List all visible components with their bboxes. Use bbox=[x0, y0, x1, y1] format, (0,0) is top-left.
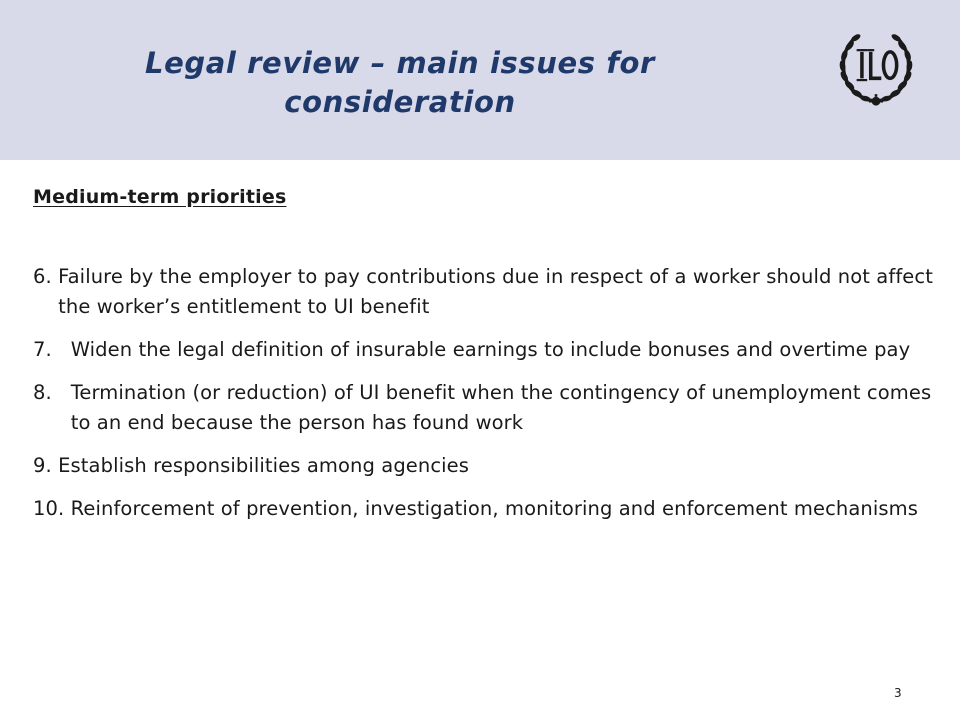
list-item-number: 9. bbox=[33, 454, 59, 477]
list-item-text: Establish responsibilities among agencies bbox=[58, 454, 470, 477]
list-item-number: 10. bbox=[33, 497, 71, 520]
list-item bbox=[33, 262, 933, 322]
list-item bbox=[33, 378, 933, 438]
list-item-text: Failure by the employer to pay contributions due in respect of a worker should not affect the worker’s entitlement to UI benefit bbox=[58, 265, 933, 318]
list-item bbox=[33, 335, 933, 365]
list-item-number: 6. bbox=[33, 265, 59, 288]
priority-list bbox=[33, 262, 933, 537]
list-item bbox=[33, 494, 933, 524]
slide-title bbox=[100, 44, 700, 122]
ilo-emblem-icon bbox=[832, 22, 920, 110]
list-item-number: 8. bbox=[33, 381, 71, 404]
slide-title-line-1: Legal review – main issues for bbox=[145, 46, 655, 80]
page-number: 3 bbox=[894, 686, 902, 700]
list-item-text: Termination (or reduction) of UI benefit when the contingency of unemployment comes to an end because the person has found work bbox=[70, 381, 932, 434]
list-item bbox=[33, 451, 933, 481]
list-item-text: Reinforcement of prevention, investigation, monitoring and enforcement mechanisms bbox=[70, 497, 918, 520]
section-heading: Medium-term priorities bbox=[33, 186, 287, 208]
list-item-number: 7. bbox=[33, 338, 71, 361]
list-item-text: Widen the legal definition of insurable earnings to include bonuses and overtime pay bbox=[70, 338, 911, 361]
slide-title-line-2: consideration bbox=[284, 85, 516, 119]
